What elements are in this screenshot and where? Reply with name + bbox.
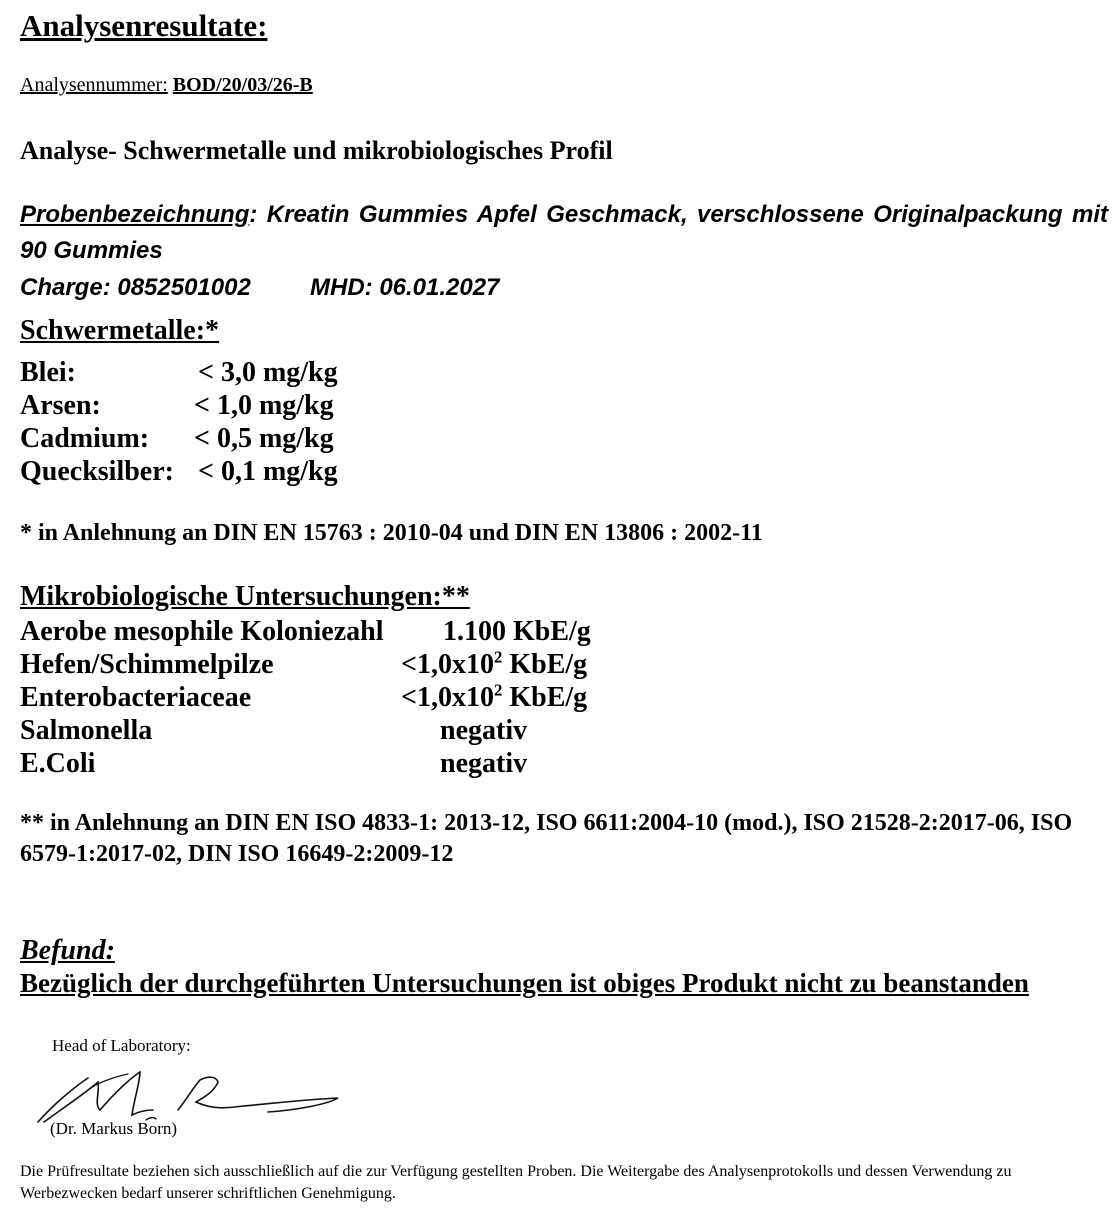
microbiology-value: negativ <box>440 748 528 779</box>
signature-role: Head of Laboratory: <box>52 1036 191 1055</box>
sample-text: Kreatin Gummies Apfel Geschmack, verschlossene Originalpackung mit 90 Gummies <box>20 201 1108 264</box>
microbiology-value: negativ <box>440 715 528 746</box>
disclaimer: Die Prüfresultate beziehen sich ausschließlich auf die zur Verfügung gestellten Proben. Die Weitergabe des Analysenprotokolls und dessen Verwendung zu Werbezwecken bedarf unserer schriftlichen Genehmigung. <box>20 1163 1012 1202</box>
microbiology-unit: KbE/g <box>509 682 588 713</box>
analysis-number-value: BOD/20/03/26-B <box>172 74 313 96</box>
microbiology-unit: KbE/g <box>509 649 588 680</box>
page-title: Analysenresultate: <box>20 8 268 43</box>
signatory-name: (Dr. Markus Born) <box>50 1119 178 1138</box>
heavy-metal-name: Cadmium: <box>20 423 150 454</box>
analysis-subtitle: Analyse- Schwermetalle und mikrobiologisches Profil <box>20 136 613 165</box>
analysis-number-label: Analysennummer: <box>20 74 168 96</box>
heavy-metals-footnote: * in Anlehnung an DIN EN 15763 : 2010-04 und DIN EN 13806 : 2002-11 <box>20 520 763 546</box>
microbiology-name: Hefen/Schimmelpilze <box>20 649 274 680</box>
microbiology-value: 1.100 KbE/g <box>443 616 591 647</box>
microbiology-title: Mikrobiologische Untersuchungen:** <box>20 581 470 612</box>
sample-description: Probenbezeichnung: Kreatin Gummies Apfel Geschmack, verschlossene Originalpackung mit 90 Gummies <box>20 201 1108 264</box>
microbiology-name: Aerobe mesophile Koloniezahl <box>20 616 384 647</box>
microbiology-value: $<1,0x10^2$ KbE/g <box>401 647 588 680</box>
result-text: Bezüglich der durchgeführten Untersuchungen ist obiges Produkt nicht zu beanstanden <box>20 968 1029 998</box>
heavy-metal-value: < 3,0 mg/kg <box>198 357 338 388</box>
heavy-metal-name: Quecksilber: <box>20 456 174 487</box>
microbiology-unit: KbE/g <box>513 616 591 647</box>
microbiology-footnote: ** in Anlehnung an DIN EN ISO 4833-1: 2013-12, ISO 6611:2004-10 (mod.), ISO 21528-2:2017-06, ISO 6579-1:2017-02, DIN ISO 16649-2:2009-12 <box>20 810 1073 867</box>
heavy-metals-title: Schwermetalle:* <box>20 315 220 346</box>
result-label: Befund: <box>20 935 115 966</box>
heavy-metal-name: Blei: <box>20 357 76 388</box>
heavy-metal-name: Arsen: <box>20 390 101 421</box>
exponent: 2 <box>493 647 503 667</box>
heavy-metal-value: < 0,5 mg/kg <box>194 423 334 454</box>
microbiology-name: Enterobacteriaceae <box>20 682 252 713</box>
analysis-number <box>20 74 313 97</box>
microbiology-name: Salmonella <box>20 715 153 746</box>
microbiology-name: E.Coli <box>20 748 96 779</box>
batch-number: Charge: 0852501002 <box>20 274 251 301</box>
heavy-metal-value: < 1,0 mg/kg <box>194 390 334 421</box>
microbiology-value: $<1,0x10^2$ KbE/g <box>401 680 588 713</box>
sample-label: Probenbezeichnung <box>20 201 250 228</box>
heavy-metal-value: < 0,1 mg/kg <box>198 456 338 487</box>
exponent: 2 <box>493 680 503 700</box>
best-before-date: MHD: 06.01.2027 <box>310 274 500 301</box>
